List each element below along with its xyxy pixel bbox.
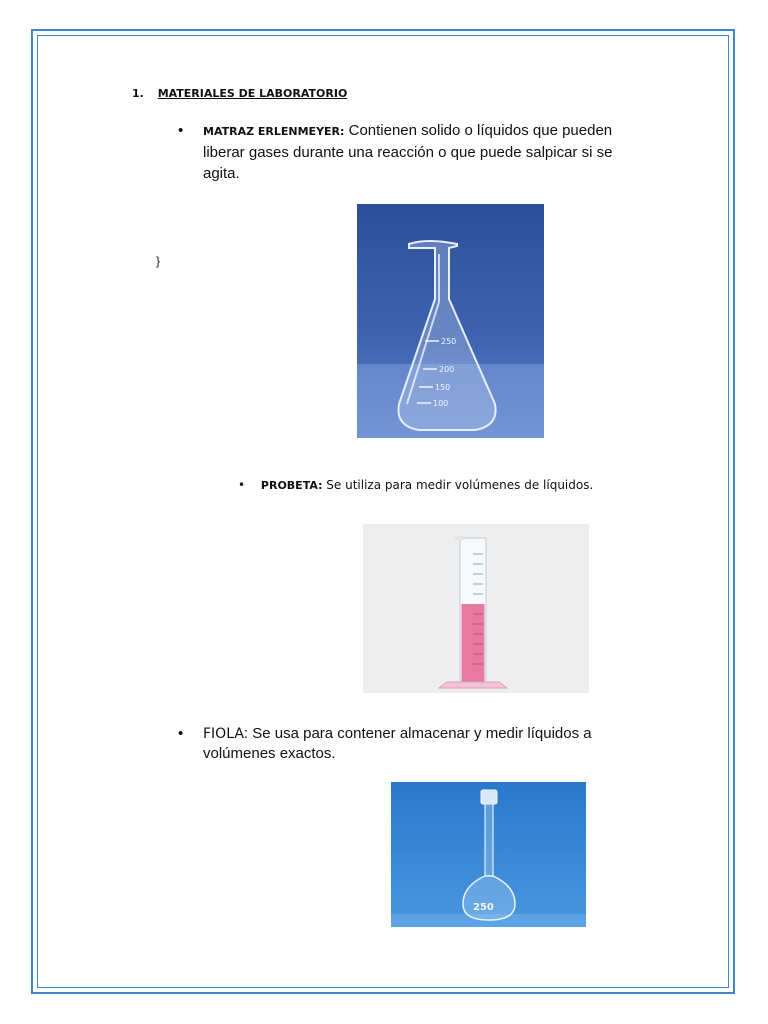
fiola-mark-250: 250 [473, 902, 494, 913]
term-separator: : [243, 725, 249, 742]
matraz-term: MATRAZ ERLENMEYER [203, 125, 341, 138]
list-item-probeta [238, 478, 593, 492]
term-separator: : [318, 479, 323, 492]
matraz-line-3: agita. [203, 165, 240, 182]
bullet: • [178, 725, 184, 742]
erlenmeyer-mark-150: 150 [435, 383, 451, 392]
list-item-matraz [178, 120, 648, 182]
fiola-illustration [391, 782, 586, 927]
erlenmeyer-flask-image [357, 204, 544, 438]
erlenmeyer-mark-100: 100 [433, 399, 449, 408]
erlenmeyer-mark-200: 200 [439, 365, 455, 374]
fiola-line-1 [203, 724, 643, 744]
matraz-line-1 [203, 120, 643, 142]
probeta-text: Se utiliza para medir volúmenes de líquidos. [322, 478, 594, 492]
bullet: • [238, 478, 246, 492]
probeta-image [363, 524, 589, 693]
stray-brace: } [156, 254, 161, 268]
probeta-illustration [363, 524, 589, 693]
probeta-term: PROBETA [260, 479, 319, 492]
fiola-text-1: Se usa para contener almacenar y medir líquidos a [248, 725, 592, 742]
fiola-image [391, 782, 586, 927]
fiola-term: FIOLA [203, 726, 244, 742]
erlenmeyer-flask-illustration [357, 204, 544, 438]
matraz-line-2: liberar gases durante una reacción o que puede salpicar si se [203, 144, 613, 161]
bullet: • [178, 122, 184, 139]
matraz-text-1: Contienen solido o líquidos que pueden [344, 122, 613, 139]
section-heading [132, 87, 347, 100]
list-item-fiola [178, 724, 648, 762]
fiola-line-2: volúmenes exactos. [203, 745, 336, 762]
term-separator: : [340, 125, 345, 138]
erlenmeyer-mark-250: 250 [441, 337, 457, 346]
heading-title: MATERIALES DE LABORATORIO [157, 87, 348, 100]
heading-number: 1. [132, 87, 144, 100]
